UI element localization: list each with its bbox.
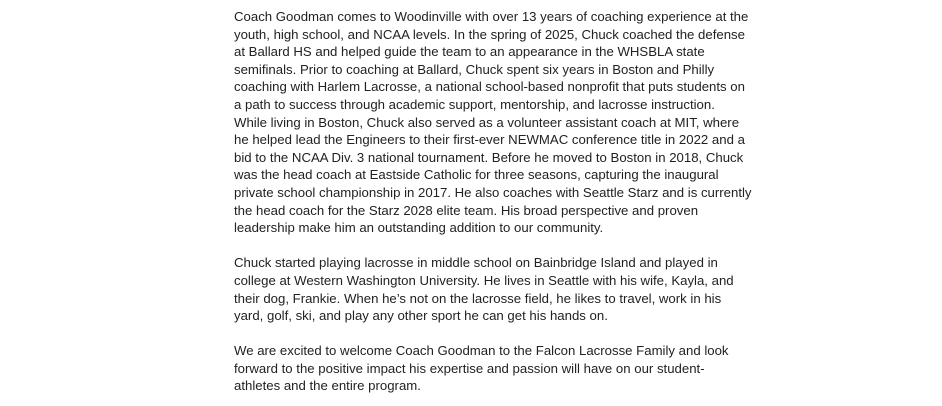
text-line: their dog, Frankie. When he’s not on the lacrosse field, he likes to travel, work in his <box>234 290 722 306</box>
text-line: athletes and the entire program. <box>234 378 421 394</box>
text-line: coaching with Harlem Lacrosse, a national school-based nonprofit that puts students on <box>234 79 745 95</box>
text-line: semifinals. Prior to coaching at Ballard, Chuck spent six years in Boston and Philly <box>234 61 715 77</box>
text-line: youth, high school, and NCAA levels. In the spring of 2025, Chuck coached the defense <box>234 26 745 42</box>
text-line: forward to the positive impact his expertise and passion will have on our student- <box>234 360 705 376</box>
text-line: Coach Goodman comes to Woodinville with over 13 years of coaching experience at the <box>234 9 749 24</box>
text-line: was the head coach at Eastside Catholic for three seasons, capturing the inaugural <box>234 167 719 183</box>
text-line: the head coach for the Starz 2028 elite team. His broad perspective and proven <box>234 202 699 218</box>
text-line: leadership make him an outstanding addition to our community. <box>234 220 604 236</box>
text-line: a path to success through academic support, mentorship, and lacrosse instruction. <box>234 96 715 112</box>
bio-paragraph-personal <box>234 254 734 324</box>
text-line: We are excited to welcome Coach Goodman to the Falcon Lacrosse Family and look <box>234 343 729 359</box>
bio-paragraph-career <box>234 8 752 237</box>
text-line: While living in Boston, Chuck also served as a volunteer assistant coach at MIT, where <box>234 114 740 130</box>
article-body <box>234 8 752 395</box>
text-line: Chuck started playing lacrosse in middle school on Bainbridge Island and played in <box>234 255 718 271</box>
text-line: bid to the NCAA Div. 3 national tournament. Before he moved to Boston in 2018, Chuck <box>234 149 744 165</box>
text-line: private school championship in 2017. He also coaches with Seattle Starz and is currently <box>234 184 752 200</box>
welcome-paragraph <box>234 342 729 395</box>
text-line: he helped lead the Engineers to their first-ever NEWMAC conference title in 2022 and a <box>234 132 745 148</box>
text-line: at Ballard HS and helped guide the team to an appearance in the WHSBLA state <box>234 44 705 60</box>
text-line: college at Western Washington University. He lives in Seattle with his wife, Kayla, and <box>234 272 734 288</box>
text-line: yard, golf, ski, and play any other sport he can get his hands on. <box>234 308 608 324</box>
